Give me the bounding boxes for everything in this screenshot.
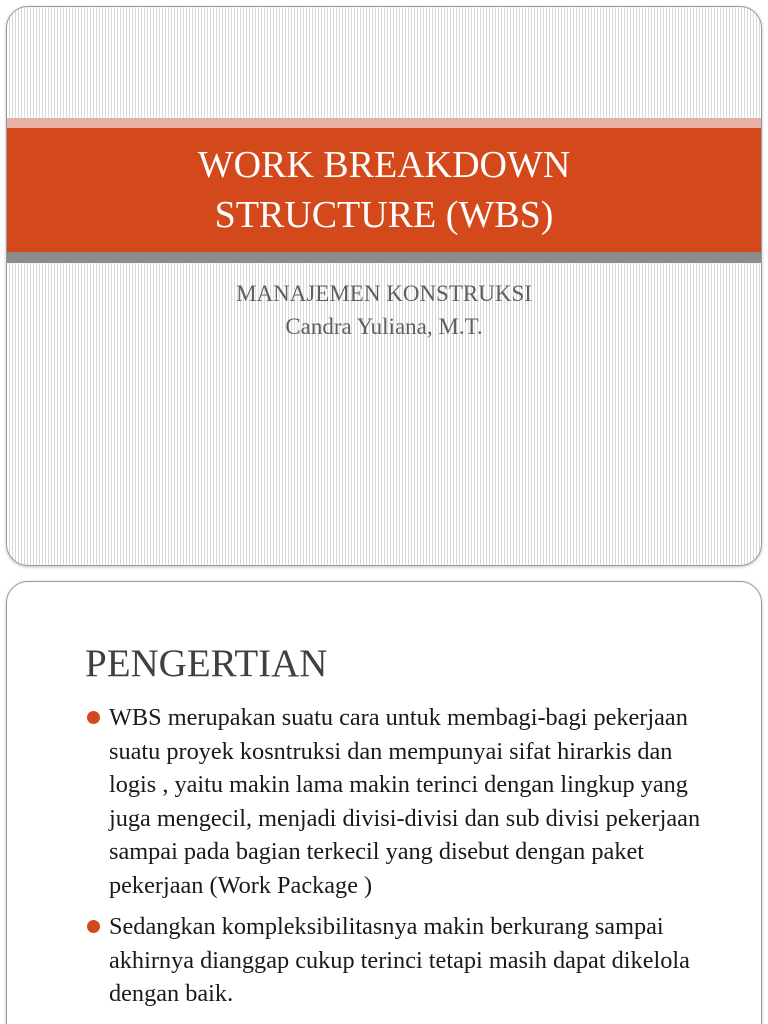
title-banner (7, 128, 761, 252)
bullet-text-1: WBS merupakan suatu cara untuk membagi-bagi pekerjaan suatu proyek kosntruksi dan mempunyai sifat hirarkis dan logis , yaitu makin lama makin terinci dengan lingkup yang juga mengecil, menjadi divisi-divisi dan sub divisi pekerjaan sampai pada bagian terkecil yang disebut dengan paket pekerjaan (Work Package ) (109, 704, 701, 899)
section-heading: PENGERTIAN (85, 642, 328, 685)
accent-stripe-bottom (7, 252, 761, 263)
author-name: Candra Yuliana, M.T. (285, 314, 483, 339)
content-slide (6, 581, 762, 1024)
bullet-list (85, 701, 725, 1019)
title-slide (6, 6, 762, 566)
bullet-dot-icon (87, 711, 100, 724)
bullet-item-2 (85, 910, 725, 1011)
course-name: MANAJEMEN KONSTRUKSI (236, 281, 532, 306)
subtitle-block (7, 277, 761, 343)
slide-title: WORK BREAKDOWN STRUCTURE (WBS) (197, 144, 571, 236)
bullet-text-2: Sedangkan kompleksibilitasnya makin berkurang sampai akhirnya dianggap cukup terinci tetapi masih dapat dikelola dengan baik. (109, 913, 690, 1007)
accent-stripe-top (7, 118, 761, 128)
bullet-item-1 (85, 701, 725, 902)
bullet-dot-icon (87, 920, 100, 933)
